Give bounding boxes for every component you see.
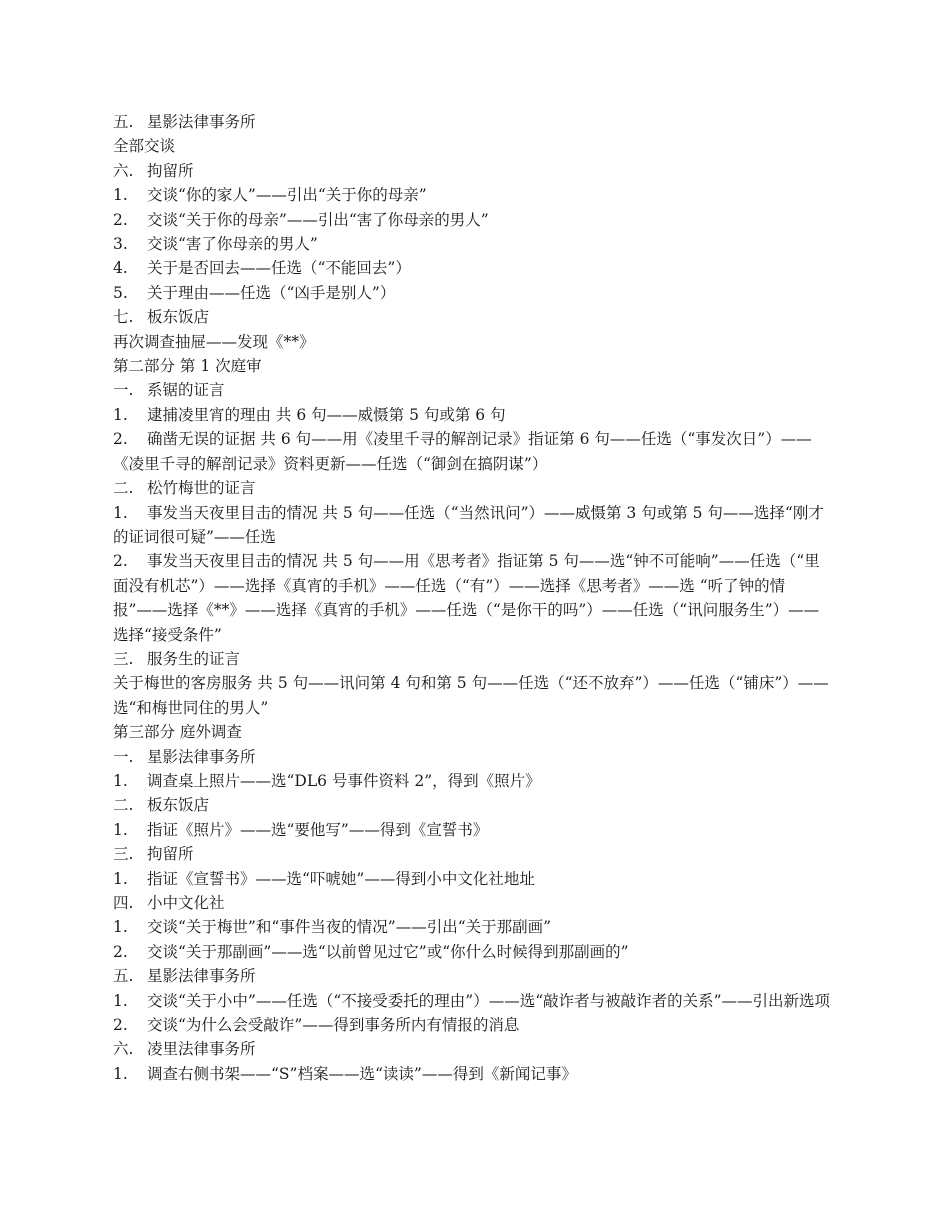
numbered-line: [113, 549, 833, 647]
line-number: 1.: [113, 405, 128, 424]
line-text: 再次调查抽屉——发现《**》: [113, 332, 315, 351]
line-text: 板东饭店: [147, 308, 210, 327]
line-number: 4.: [113, 259, 128, 278]
numbered-line: [113, 1037, 833, 1061]
numbered-line: [113, 378, 833, 402]
line-text: 关于是否回去——任选（“不能回去”）: [147, 259, 411, 278]
line-text: 拘留所: [147, 845, 194, 864]
line-text: 关于梅世的客房服务 共 5 句——讯问第 4 句和第 5 句——任选（“还不放弃”）——任选（“铺床”）——选“和梅世同住的男人”: [113, 674, 829, 717]
line-number: 1.: [113, 820, 128, 839]
line-text: 交谈“关于小中”——任选（“不接受委托的理由”）——选“敲诈者与被敲诈者的关系”——引出新选项: [147, 991, 831, 1010]
line-text: 凌里法律事务所: [147, 1040, 256, 1059]
numbered-line: [113, 915, 833, 939]
line-text: 事发当天夜里目击的情况 共 5 句——用《思考者》指证第 5 句——选“钟不可能响”——任选（“里面没有机芯”）——选择《真宵的手机》——任选（“有”）——选择《思考者》——选 “听了钟的情报”——选择《**》——选择《真宵的手机》——任选（“是你干的吗”）——任选（“讯问服务生”）——选择“接受条件”: [113, 552, 820, 644]
line-text: 关于理由——任选（“凶手是别人”）: [147, 283, 396, 302]
line-number: 七.: [113, 308, 134, 327]
document-page: [113, 110, 833, 1086]
line-number: 三.: [113, 845, 134, 864]
numbered-line: [113, 793, 833, 817]
numbered-line: [113, 989, 833, 1013]
numbered-line: [113, 159, 833, 183]
line-text: 调查桌上照片——选“DL6 号事件资料 2”，得到《照片》: [147, 771, 541, 790]
numbered-line: [113, 232, 833, 256]
line-number: 1.: [113, 991, 128, 1010]
numbered-line: [113, 1013, 833, 1037]
line-text: 交谈“关于那副画”——选“以前曾见过它”或“你什么时候得到那副画的”: [147, 942, 629, 961]
numbered-line: [113, 403, 833, 427]
numbered-line: [113, 769, 833, 793]
line-number: 2.: [113, 942, 128, 961]
line-number: 2.: [113, 210, 128, 229]
line-text: 事发当天夜里目击的情况 共 5 句——任选（“当然讯问”）——威慑第 3 句或第 5 句——选择“刚才的证词很可疑”——任选: [113, 503, 824, 546]
line-text: 交谈“你的家人”——引出“关于你的母亲”: [147, 186, 427, 205]
text-line: [113, 330, 833, 354]
numbered-line: [113, 867, 833, 891]
line-text: 确凿无误的证据 共 6 句——用《凌里千寻的解剖记录》指证第 6 句——任选（“事发次日”）——《凌里千寻的解剖记录》资料更新——任选（“御剑在搞阴谋”）: [113, 430, 812, 473]
line-text: 全部交谈: [113, 137, 176, 156]
line-text: 拘留所: [147, 161, 194, 180]
line-number: 1.: [113, 186, 128, 205]
line-text: 交谈“为什么会受敲诈”——得到事务所内有情报的消息: [147, 1016, 520, 1035]
line-number: 六.: [113, 1040, 134, 1059]
line-text: 星影法律事务所: [147, 747, 256, 766]
numbered-line: [113, 647, 833, 671]
line-text: 交谈“害了你母亲的男人”: [147, 235, 318, 254]
line-number: 2.: [113, 430, 128, 449]
line-number: 3.: [113, 235, 128, 254]
line-number: 1.: [113, 503, 128, 522]
line-text: 调查右侧书架——“S”档案——选“读读”——得到《新闻记事》: [147, 1064, 577, 1083]
line-number: 三.: [113, 649, 134, 668]
numbered-line: [113, 964, 833, 988]
line-text: 第二部分 第 1 次庭审: [113, 357, 262, 376]
numbered-line: [113, 891, 833, 915]
line-number: 1.: [113, 1064, 128, 1083]
line-number: 二.: [113, 479, 134, 498]
line-number: 五.: [113, 113, 134, 131]
line-text: 指证《照片》——选“要他写”——得到《宣誓书》: [147, 820, 489, 839]
numbered-line: [113, 476, 833, 500]
numbered-line: [113, 818, 833, 842]
line-number: 五.: [113, 967, 134, 986]
line-text: 服务生的证言: [147, 649, 241, 668]
line-number: 二.: [113, 796, 134, 815]
numbered-line: [113, 305, 833, 329]
line-text: 系锯的证言: [147, 381, 225, 400]
numbered-line: [113, 940, 833, 964]
numbered-line: [113, 281, 833, 305]
line-number: 一.: [113, 747, 134, 766]
text-line: [113, 720, 833, 744]
text-line: [113, 354, 833, 378]
numbered-line: [113, 256, 833, 280]
line-text: 小中文化社: [147, 894, 225, 912]
numbered-line: [113, 183, 833, 207]
line-text: 指证《宣誓书》——选“吓唬她”——得到小中文化社地址: [147, 869, 535, 888]
line-number: 1.: [113, 771, 128, 790]
numbered-line: [113, 110, 833, 134]
numbered-line: [113, 842, 833, 866]
line-number: 1.: [113, 869, 128, 888]
line-number: 六.: [113, 161, 134, 180]
text-line: [113, 134, 833, 158]
numbered-line: [113, 745, 833, 769]
line-text: 星影法律事务所: [147, 113, 256, 131]
line-text: 交谈“关于梅世”和“事件当夜的情况”——引出“关于那副画”: [147, 918, 552, 937]
line-text: 交谈“关于你的母亲”——引出“害了你母亲的男人”: [147, 210, 489, 229]
line-text: 逮捕凌里宵的理由 共 6 句——威慑第 5 句或第 6 句: [147, 405, 506, 424]
numbered-line: [113, 1062, 833, 1086]
line-number: 2.: [113, 1016, 128, 1035]
line-number: 2.: [113, 552, 128, 571]
line-number: 四.: [113, 894, 134, 912]
numbered-line: [113, 427, 833, 476]
numbered-line: [113, 208, 833, 232]
line-number: 1.: [113, 918, 128, 937]
line-text: 松竹梅世的证言: [147, 479, 256, 498]
line-number: 5.: [113, 283, 128, 302]
line-text: 星影法律事务所: [147, 967, 256, 986]
line-number: 一.: [113, 381, 134, 400]
numbered-line: [113, 501, 833, 550]
line-text: 板东饭店: [147, 796, 210, 815]
line-text: 第三部分 庭外调查: [113, 723, 242, 742]
text-line: [113, 671, 833, 720]
